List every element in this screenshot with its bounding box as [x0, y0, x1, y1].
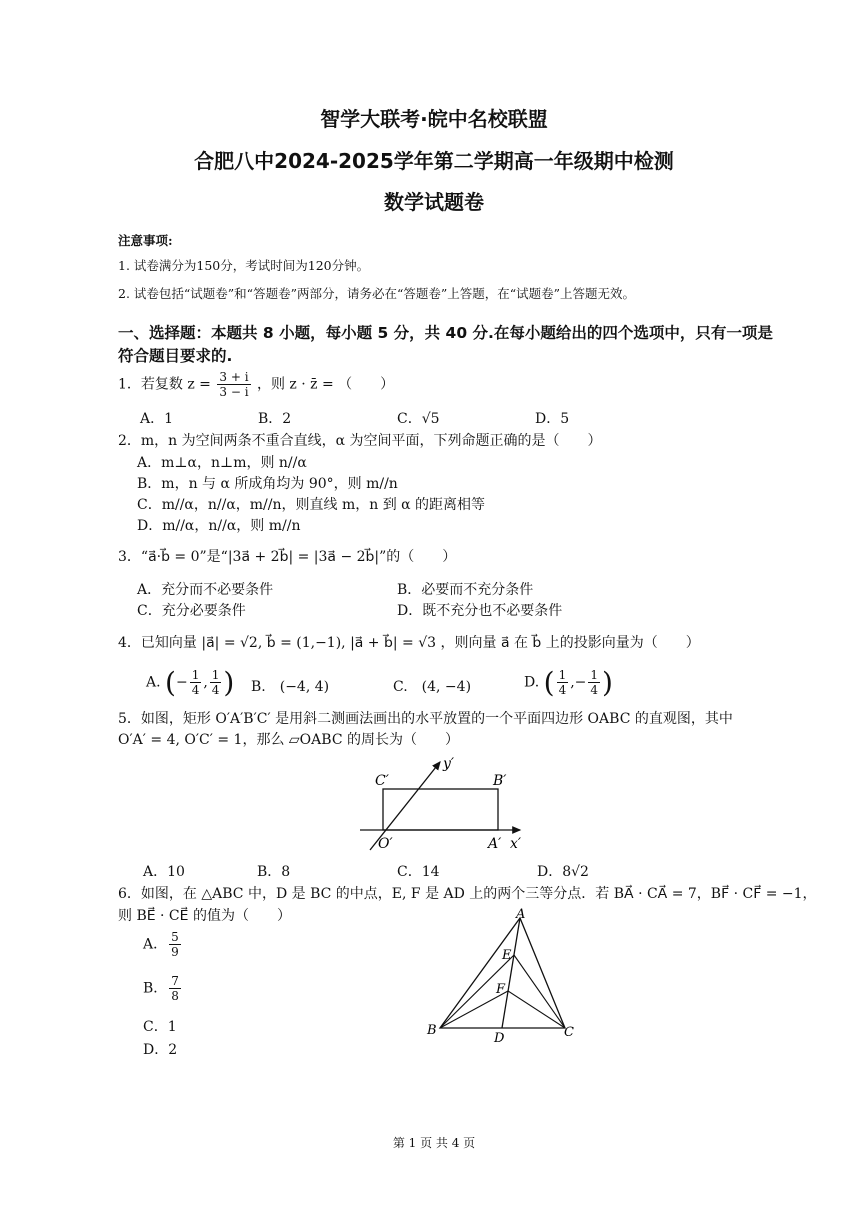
notice-item-1: 1. 试卷满分为150分，考试时间为120分钟。 — [118, 258, 370, 273]
exam-header-league: 智学大联考·皖中名校联盟 — [320, 107, 548, 131]
q4-a-frac2 — [210, 668, 222, 697]
notice-item-2: 2. 试卷包括“试题卷”和“答题卷”两部分，请务必在“答题卷”上答题，在“试题卷”上答题无效。 — [118, 286, 636, 301]
q6-option-c: C．1 — [143, 1019, 177, 1035]
question-6-stem-line2: 则 BE⃗ · CE⃗ 的值为（ ） — [118, 908, 291, 924]
q4-d-frac2 — [588, 668, 600, 697]
notice-title: 注意事项: — [118, 233, 173, 248]
page-title: 数学试题卷 — [384, 190, 484, 214]
q6-b-frac — [169, 974, 181, 1003]
q6-a-frac — [169, 930, 181, 959]
q3-option-b: B．必要而不充分条件 — [397, 582, 534, 598]
q4-option-c: C. (4, −4) — [393, 679, 472, 695]
q4-d-frac2-num: 1 — [590, 668, 599, 682]
q4-option-a: A. (− $\frac{1}{4}$ , $\frac{1}{4}$ ) — [146, 666, 235, 699]
question-5-stem-line1: 5．如图，矩形 O′A′B′C′ 是用斜二测画法画出的水平放置的一个平面四边形 OABC 的直观图，其中 — [118, 711, 733, 727]
q1-option-d: D．5 — [535, 411, 570, 427]
q3-option-c: C．充分必要条件 — [137, 603, 246, 619]
q6-label-f: F — [496, 982, 506, 997]
q6-a-frac-den: 9 — [171, 945, 179, 959]
q3-option-d: D．既不充分也不必要条件 — [397, 603, 563, 619]
q6-option-b — [143, 974, 183, 1003]
q6-label-c: C — [564, 1025, 574, 1040]
q6-label-b: B — [427, 1023, 437, 1038]
q1-option-a: A．1 — [140, 411, 174, 427]
q5-label-c: C′ — [375, 773, 389, 789]
q6-b-frac-num: 7 — [171, 974, 179, 988]
q6-option-a-label: A． — [143, 936, 168, 953]
q5-label-b: B′ — [493, 773, 507, 789]
section-heading-line2: 符合题目要求的. — [118, 347, 233, 365]
q1-post: ，则 z · z̄ = （ ） — [256, 376, 395, 393]
q6-segment-cf — [508, 991, 565, 1028]
q2-option-b: B．m，n 与 α 所成角均为 90°，则 m//n — [137, 476, 398, 492]
q4-option-a-label: A. — [146, 674, 161, 691]
q2-option-d: D．m//α，n//α，则 m//n — [137, 518, 301, 534]
question-5-stem-line2: O′A′ = 4, O′C′ = 1，那么 ▱OABC 的周长为（ ） — [118, 732, 459, 748]
q4-option-b: B. (−4, 4) — [251, 679, 330, 695]
q1-option-b: B．2 — [258, 411, 292, 427]
page-footer: 第 1 页 共 4 页 — [392, 1136, 476, 1150]
q6-label-a: A — [516, 907, 526, 922]
q5-label-a: A′ — [488, 836, 502, 852]
q6-a-frac-num: 5 — [171, 930, 179, 944]
question-3-stem: 3．“a⃗·b⃗ = 0”是“|3a⃗ + 2b⃗| = |3a⃗ − 2b⃗|”的（ ） — [118, 549, 457, 565]
q5-option-c: C．14 — [397, 864, 440, 880]
q6-triangle-abc — [440, 918, 565, 1028]
section-heading-line1: 一、选择题：本题共 8 小题，每小题 5 分，共 40 分.在每小题给出的四个选项中，只有一项是 — [118, 324, 773, 342]
q6-option-b-label: B． — [143, 980, 168, 997]
q4-a-frac1-num: 1 — [191, 668, 200, 682]
q5-option-b: B．8 — [257, 864, 291, 880]
q4-d-frac2-den: 4 — [590, 683, 599, 697]
q6-b-frac-den: 8 — [171, 989, 179, 1003]
q1-option-c: C．√5 — [397, 411, 440, 427]
q6-option-a — [143, 930, 183, 959]
q1-frac-num: 3 + i — [219, 370, 249, 384]
q5-figure — [350, 752, 540, 856]
q6-label-e: E — [502, 948, 512, 963]
question-2-stem: 2．m，n 为空间两条不重合直线，α 为空间平面，下列命题正确的是（ ） — [118, 433, 602, 449]
q4-a-frac2-num: 1 — [211, 668, 220, 682]
q1-frac-den: 3 − i — [219, 385, 249, 399]
q3-option-a: A．充分而不必要条件 — [137, 582, 274, 598]
q4-a-frac2-den: 4 — [211, 683, 220, 697]
q5-option-d: D．8√2 — [537, 864, 589, 880]
q5-label-y: y′ — [443, 756, 455, 772]
question-6-stem-line1: 6．如图，在 △ABC 中，D 是 BC 的中点，E, F 是 AD 上的两个三等分点．若 BA⃗ · CA⃗ = 7，BF⃗ · CF⃗ = −1， — [118, 886, 817, 902]
q5-label-o: O′ — [378, 836, 393, 852]
q2-option-c: C．m//α，n//α，m//n，则直线 m，n 到 α 的距离相等 — [137, 497, 486, 513]
exam-header-school: 合肥八中2024-2025学年第二学期高一年级期中检测 — [194, 149, 674, 173]
q4-option-d-label: D. — [524, 674, 540, 691]
q1-pre: 1．若复数 z = — [118, 376, 211, 393]
q4-d-frac1-den: 4 — [558, 683, 567, 697]
q6-triangle-figure — [420, 906, 590, 1046]
q6-median-ad — [502, 918, 520, 1028]
q4-d-frac1 — [557, 668, 569, 697]
q4-a-frac1 — [190, 668, 202, 697]
q6-option-d: D．2 — [143, 1042, 178, 1058]
question-1-stem — [118, 370, 394, 399]
q4-a-frac1-den: 4 — [191, 683, 200, 697]
q6-label-d: D — [494, 1031, 505, 1046]
q4-d-frac1-num: 1 — [558, 668, 567, 682]
q5-label-x: x′ — [510, 836, 522, 852]
q5-option-a: A．10 — [143, 864, 185, 880]
question-4-stem: 4．已知向量 |a⃗| = √2, b⃗ = (1,−1), |a⃗ + b⃗| = √3 ，则向量 a⃗ 在 b⃗ 上的投影向量为（ ） — [118, 635, 700, 651]
q5-rectangle — [383, 789, 498, 830]
q1-fraction — [217, 370, 250, 399]
q2-option-a: A．m⊥α，n⊥m，则 n//α — [137, 455, 307, 471]
q4-option-d: D. ( $\frac{1}{4}$ ,− $\frac{1}{4}$ ) — [524, 666, 613, 699]
